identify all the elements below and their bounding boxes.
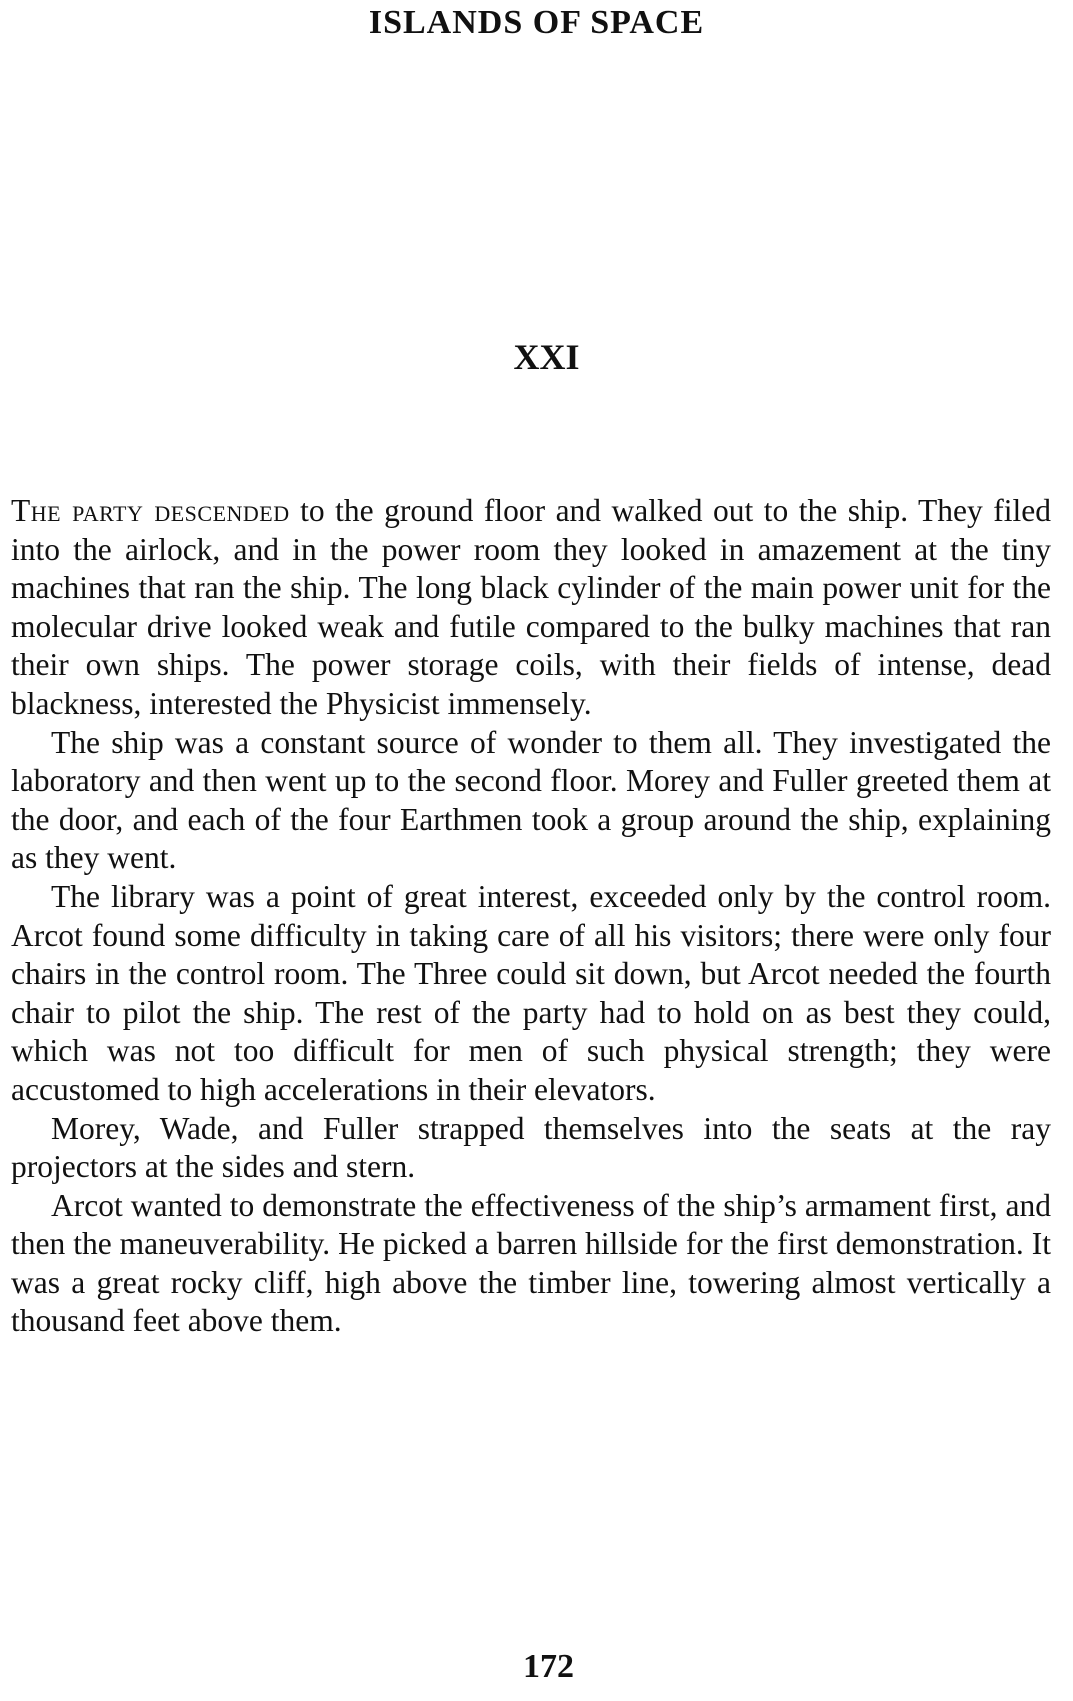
opening-words: The party descended <box>11 493 290 528</box>
paragraph-1-text: to the ground floor and walked out to the ship. They filed into the airlock, and in the power room they looked in amazement at the tiny machines that ran the ship. The long black cylinder of the main power unit for the molecular drive looked weak and futile compared to the bulky machines that ran their own ships. The power storage coils, with their fields of intense, dead blackness, interested the Physicist immensely. <box>11 493 1051 721</box>
page-number: 172 <box>523 1648 574 1685</box>
paragraph-3: The library was a point of great interest, exceeded only by the control room. Arcot found some difficulty in taking care of all his visitors; there were only four chairs in the control room. The Three could sit down, but Arcot needed the fourth chair to pilot the ship. The rest of the party had to hold on as best they could, which was not too difficult for men of such physical strength; they were accustomed to high accelerations in their elevators. <box>11 878 1051 1107</box>
body-text <box>11 492 1051 1341</box>
paragraph-1 <box>11 492 1051 724</box>
paragraph-4: Morey, Wade, and Fuller strapped themselves into the seats at the ray projectors at the sides and stern. <box>11 1110 1051 1185</box>
chapter-number: XXI <box>513 337 580 377</box>
paragraph-5: Arcot wanted to demonstrate the effectiveness of the ship’s armament first, and then the maneuverability. He picked a barren hillside for the first demonstration. It was a great rocky cliff, high above the timber line, towering almost vertically a thousand feet above them. <box>11 1187 1051 1339</box>
running-head: ISLANDS OF SPACE <box>368 4 705 41</box>
paragraph-2: The ship was a constant source of wonder to them all. They investigated the laboratory and then went up to the second floor. Morey and Fuller greeted them at the door, and each of the four Earthmen took a group around the ship, explaining as they went. <box>11 724 1051 876</box>
